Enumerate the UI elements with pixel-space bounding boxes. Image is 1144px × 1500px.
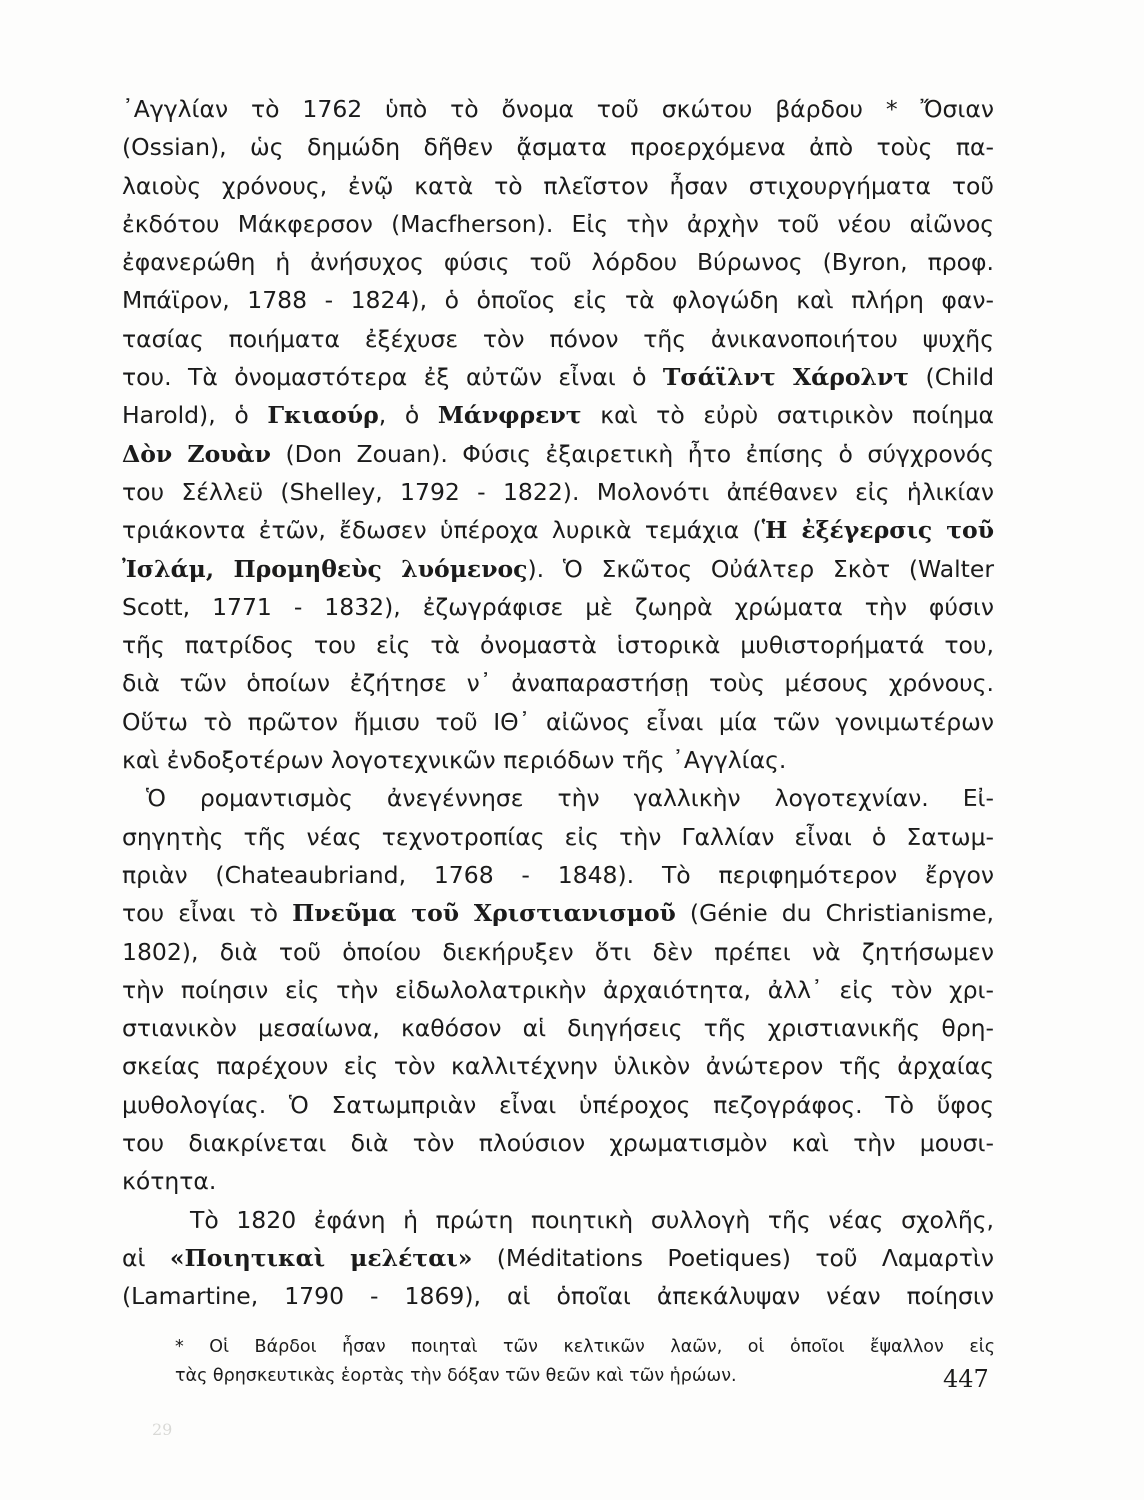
text-line-content: κότητα. xyxy=(122,1167,217,1196)
text-line xyxy=(122,856,994,894)
text-line-content: πριὰν (Chateaubriand, 1768 - 1848). Τὸ περιφημότερον ἔργον xyxy=(122,860,994,889)
text-line-content: του εἶναι τὸ Πνεῦμα τοῦ Χριστιανισμοῦ (Génie du Christianisme, xyxy=(122,899,994,928)
text-line xyxy=(122,128,994,166)
text-line-content: μυθολογίας. Ὁ Σατωμπριὰν εἶναι ὑπέροχος πεζογράφος. Τὸ ὕφος xyxy=(122,1090,994,1119)
text-line-content: στιανικὸν μεσαίωνα, καθόσον αἱ διηγήσεις τῆς χριστιανικῆς θρη- xyxy=(122,1014,994,1043)
text-line xyxy=(122,741,994,779)
text-line-content: Ὁ ρομαντισμὸς ἀνεγέννησε τὴν γαλλικὴν λογοτεχνίαν. Εἰ- xyxy=(146,784,994,813)
text-line-content: 1802), διὰ τοῦ ὁποίου διεκήρυξεν ὅτι δὲν πρέπει νὰ ζητήσωμεν xyxy=(122,937,994,966)
text-line-content: σκείας παρέχουν εἰς τὸν καλλιτέχνην ὑλικὸν ἀνώτερον τῆς ἀρχαίας xyxy=(122,1052,994,1081)
text-line-content: τασίας ποιήματα ἐξέχυσε τὸν πόνον τῆς ἀνικανοποιήτου ψυχῆς xyxy=(122,324,994,353)
bold-title: Ἡ ἐξέγερσις τοῦ xyxy=(761,516,995,545)
bold-title: Δὸν Ζουὰν xyxy=(122,439,271,468)
main-text xyxy=(122,90,994,1316)
page-number: 447 xyxy=(943,1365,989,1393)
text-line xyxy=(122,933,994,971)
bold-title: Μάνφρεντ xyxy=(437,401,582,430)
text-line xyxy=(122,894,994,932)
text-line-content: τῆς πατρίδος του εἰς τὰ ὀνομαστὰ ἱστορικὰ μυθιστορήματά του, xyxy=(122,631,994,660)
footnote-line-2: τὰς θρησκευτικὰς ἑορτὰς τὴν δόξαν τῶν θεῶν καὶ τῶν ἡρώων. xyxy=(175,1366,737,1386)
text-line xyxy=(122,1124,994,1162)
text-line-content: Harold), ὁ Γκιαούρ, ὁ Μάνφρεντ καὶ τὸ εὐρὺ σατιρικὸν ποίημα xyxy=(122,401,994,430)
text-line xyxy=(122,435,994,473)
text-line xyxy=(122,358,994,396)
text-line-content: του Σέλλεϋ (Shelley, 1792 - 1822). Μολονότι ἀπέθανεν εἰς ἡλικίαν xyxy=(122,477,994,506)
text-line xyxy=(122,1047,994,1085)
text-line-content: τὴν ποίησιν εἰς τὴν εἰδωλολατρικὴν ἀρχαιότητα, ἀλλ᾿ εἰς τὸν χρι- xyxy=(122,975,994,1004)
bleed-through-page-number: 29 xyxy=(152,1420,173,1439)
text-line xyxy=(122,90,994,128)
text-line-content: (Ossian), ὡς δημώδη δῆθεν ᾄσματα προερχόμενα ἀπὸ τοὺς πα- xyxy=(122,133,994,162)
bold-title: Τσάϊλντ Χάρολντ xyxy=(662,363,910,392)
text-line xyxy=(122,703,994,741)
text-line-content: Οὕτω τὸ πρῶτον ἥμισυ τοῦ ΙΘ᾿ αἰῶνος εἶναι μία τῶν γονιμωτέρων xyxy=(122,707,994,736)
text-line xyxy=(122,626,994,664)
text-line xyxy=(122,167,994,205)
text-line xyxy=(122,473,994,511)
text-line-content: καὶ ἐνδοξοτέρων λογοτεχνικῶν περιόδων τῆς ᾿Αγγλίας. xyxy=(122,746,787,775)
footnote-line-1: * Οἱ Βάρδοι ἦσαν ποιηταὶ τῶν κελτικῶν λαῶν, οἱ ὁποῖοι ἔψαλλον εἰς xyxy=(175,1337,995,1357)
text-line xyxy=(122,205,994,243)
text-line xyxy=(122,1201,994,1239)
text-line xyxy=(122,1277,994,1315)
text-line xyxy=(122,511,994,549)
text-line-content: διὰ τῶν ὁποίων ἐζήτησε ν᾿ ἀναπαραστήσῃ τοὺς μέσους χρόνους. xyxy=(122,669,994,698)
text-line-content: (Lamartine, 1790 - 1869), αἱ ὁποῖαι ἀπεκάλυψαν νέαν ποίησιν xyxy=(122,1282,994,1311)
text-line xyxy=(122,1239,994,1277)
text-line-content: του διακρίνεται διὰ τὸν πλούσιον χρωματισμὸν καὶ τὴν μουσι- xyxy=(122,1129,994,1158)
text-line xyxy=(122,550,994,588)
text-line xyxy=(122,1009,994,1047)
text-line-content: Δὸν Ζουὰν (Don Zouan). Φύσις ἐξαιρετικὴ ἦτο ἐπίσης ὁ σύγχρονός xyxy=(122,439,994,468)
text-line-content: Μπάϊρον, 1788 - 1824), ὁ ὁποῖος εἰς τὰ φλογώδη καὶ πλήρη φαν- xyxy=(122,286,994,315)
text-line xyxy=(122,588,994,626)
text-line xyxy=(122,281,994,319)
text-line xyxy=(122,818,994,856)
text-line-content: του. Τὰ ὀνομαστότερα ἐξ αὐτῶν εἶναι ὁ Τσάϊλντ Χάρολντ (Child xyxy=(122,363,994,392)
text-line xyxy=(122,396,994,434)
text-line-content: Ἰσλάμ, Προμηθεὺς λυόμενος). Ὁ Σκῶτος Οὐάλτερ Σκὸτ (Walter xyxy=(122,554,995,583)
text-line-content: ᾿Αγγλίαν τὸ 1762 ὑπὸ τὸ ὄνομα τοῦ σκώτου βάρδου * Ὄσιαν xyxy=(122,95,994,123)
text-line-content: λαιοὺς χρόνους, ἐνῷ κατὰ τὸ πλεῖστον ἦσαν στιχουργήματα τοῦ xyxy=(122,171,994,200)
text-line-content: αἱ «Ποιητικαὶ μελέται» (Méditations Poetiques) τοῦ Λαμαρτὶν xyxy=(122,1243,994,1272)
text-line-content: ἐφανερώθη ἡ ἀνήσυχος φύσις τοῦ λόρδου Βύρωνος (Byron, προφ. xyxy=(122,248,994,277)
text-line xyxy=(122,779,994,817)
text-line-content: ἐκδότου Μάκφερσον (Macfherson). Εἰς τὴν ἀρχὴν τοῦ νέου αἰῶνος xyxy=(122,209,994,238)
text-line-content: σηγητὴς τῆς νέας τεχνοτροπίας εἰς τὴν Γαλλίαν εἶναι ὁ Σατωμ- xyxy=(122,822,994,851)
text-line xyxy=(122,1162,994,1200)
text-line xyxy=(122,1086,994,1124)
text-line xyxy=(122,320,994,358)
bold-title: Ἰσλάμ, Προμηθεὺς λυόμενος xyxy=(122,554,528,583)
text-line xyxy=(122,664,994,702)
bold-title: Πνεῦμα τοῦ Χριστιανισμοῦ xyxy=(292,899,676,928)
text-line-content: Τὸ 1820 ἐφάνη ἡ πρώτη ποιητικὴ συλλογὴ τῆς νέας σχολῆς, xyxy=(190,1205,994,1234)
bold-title: Γκιαούρ xyxy=(267,401,379,430)
text-line-content: τριάκοντα ἐτῶν, ἔδωσεν ὑπέροχα λυρικὰ τεμάχια (Ἡ ἐξέγερσις τοῦ xyxy=(122,516,995,545)
text-line-content: Scott, 1771 - 1832), ἐζωγράφισε μὲ ζωηρὰ χρώματα τὴν φύσιν xyxy=(122,592,994,621)
bold-title: «Ποιητικαὶ μελέται» xyxy=(169,1243,473,1272)
footnote xyxy=(175,1333,995,1391)
text-line xyxy=(122,971,994,1009)
text-line xyxy=(122,243,994,281)
